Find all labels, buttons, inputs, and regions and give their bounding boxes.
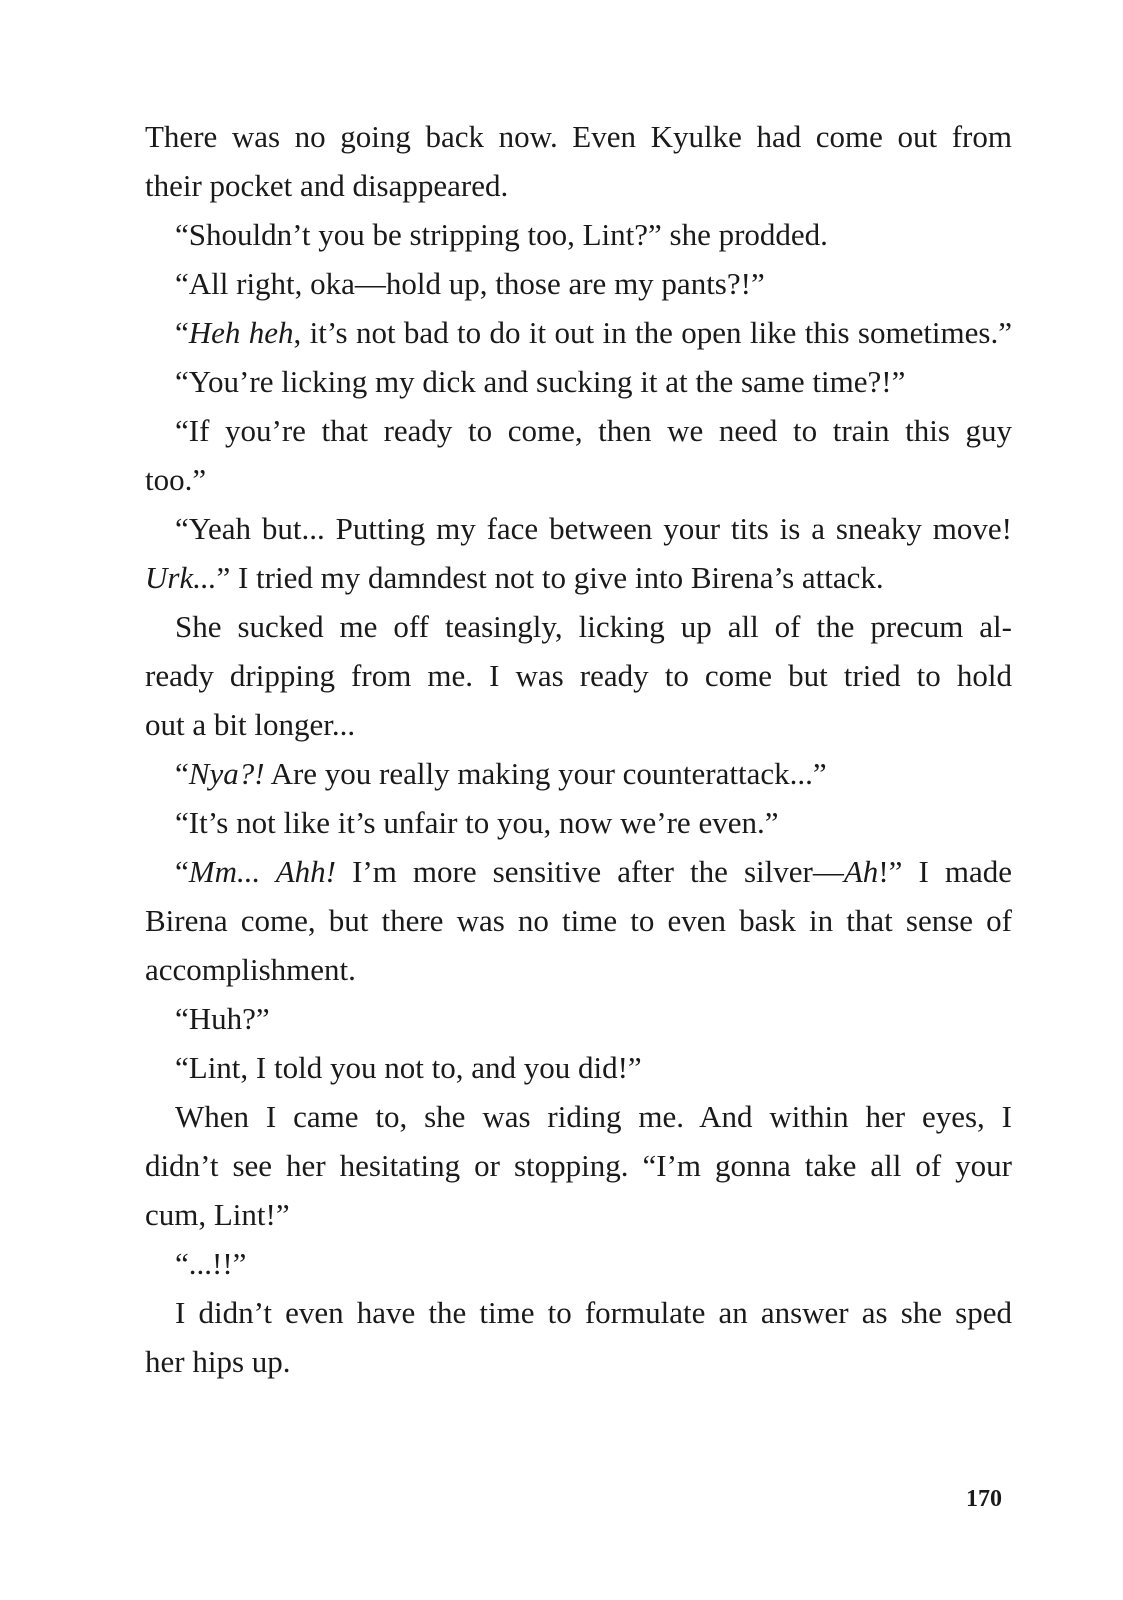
text-segment: , it’s not bad to do it out in the open like this sometimes.” [293, 315, 1012, 350]
text-line [145, 1043, 1012, 1092]
text-line [145, 896, 1012, 945]
text-segment: She sucked me off teasingly, licking up all of the precum al- [175, 609, 1012, 644]
text-segment: “ [175, 756, 189, 791]
text-segment: their pocket and disappeared. [145, 168, 509, 203]
text-line [145, 847, 1012, 896]
text-segment: I’m more sensitive after the silver— [336, 854, 844, 889]
text-line [145, 798, 1012, 847]
text-line [145, 504, 1012, 553]
text-segment: “You’re licking my dick and sucking it at the same time?!” [175, 364, 906, 399]
italic-text: Ah [843, 854, 879, 889]
text-segment: “Huh?” [175, 1001, 270, 1036]
text-segment: her hips up. [145, 1344, 291, 1379]
text-segment: didn’t see her hesitating or stopping. “I’m gonna take all of your [145, 1148, 1012, 1183]
text-segment: too.” [145, 462, 207, 497]
text-line [145, 259, 1012, 308]
text-segment: When I came to, she was riding me. And within her eyes, I [175, 1099, 1012, 1134]
text-line [145, 651, 1012, 700]
text-segment: “All right, oka—hold up, those are my pants?!” [175, 266, 765, 301]
text-line [145, 1190, 1012, 1239]
text-segment: “Shouldn’t you be stripping too, Lint?” she prodded. [175, 217, 828, 252]
text-line [145, 1239, 1012, 1288]
text-line [145, 210, 1012, 259]
text-line [145, 994, 1012, 1043]
text-line [145, 161, 1012, 210]
text-segment: !” I made [878, 854, 1012, 889]
text-line [145, 945, 1012, 994]
text-line [145, 112, 1012, 161]
text-segment: There was no going back now. Even Kyulke had come out from [145, 119, 1012, 154]
text-segment: accomplishment. [145, 952, 356, 987]
text-segment: cum, Lint!” [145, 1197, 290, 1232]
page-number: 170 [966, 1486, 1002, 1512]
text-line [145, 1092, 1012, 1141]
text-segment: Birena come, but there was no time to even bask in that sense of [145, 903, 1012, 938]
text-segment: “If you’re that ready to come, then we need to train this guy [175, 413, 1012, 448]
text-line [145, 308, 1012, 357]
text-segment: out a bit longer... [145, 707, 356, 742]
italic-text: Mm... Ahh! [188, 854, 336, 889]
italic-text: Nya?! [188, 756, 265, 791]
text-segment: ” I tried my damndest not to give into Birena’s attack. [216, 560, 884, 595]
text-segment: “ [175, 854, 189, 889]
text-line [145, 700, 1012, 749]
body-text [145, 112, 1012, 1386]
text-line [145, 455, 1012, 504]
text-line [145, 749, 1012, 798]
text-line [145, 602, 1012, 651]
text-segment: “Lint, I told you not to, and you did!” [175, 1050, 642, 1085]
text-line [145, 1288, 1012, 1337]
text-segment: “Yeah but... Putting my face between your tits is a sneaky move! [175, 511, 1012, 546]
italic-text: Urk... [145, 560, 217, 595]
text-line [145, 1337, 1012, 1386]
text-line [145, 357, 1012, 406]
text-line [145, 553, 1012, 602]
text-segment: I didn’t even have the time to formulate an answer as she sped [175, 1295, 1012, 1330]
text-segment: “...!!” [175, 1246, 247, 1281]
text-line [145, 1141, 1012, 1190]
text-segment: “ [175, 315, 189, 350]
text-segment: ready dripping from me. I was ready to come but tried to hold [145, 658, 1012, 693]
text-segment: Are you really making your counterattack...” [264, 756, 827, 791]
italic-text: Heh heh [188, 315, 294, 350]
text-segment: “It’s not like it’s unfair to you, now we’re even.” [175, 805, 779, 840]
text-line [145, 406, 1012, 455]
